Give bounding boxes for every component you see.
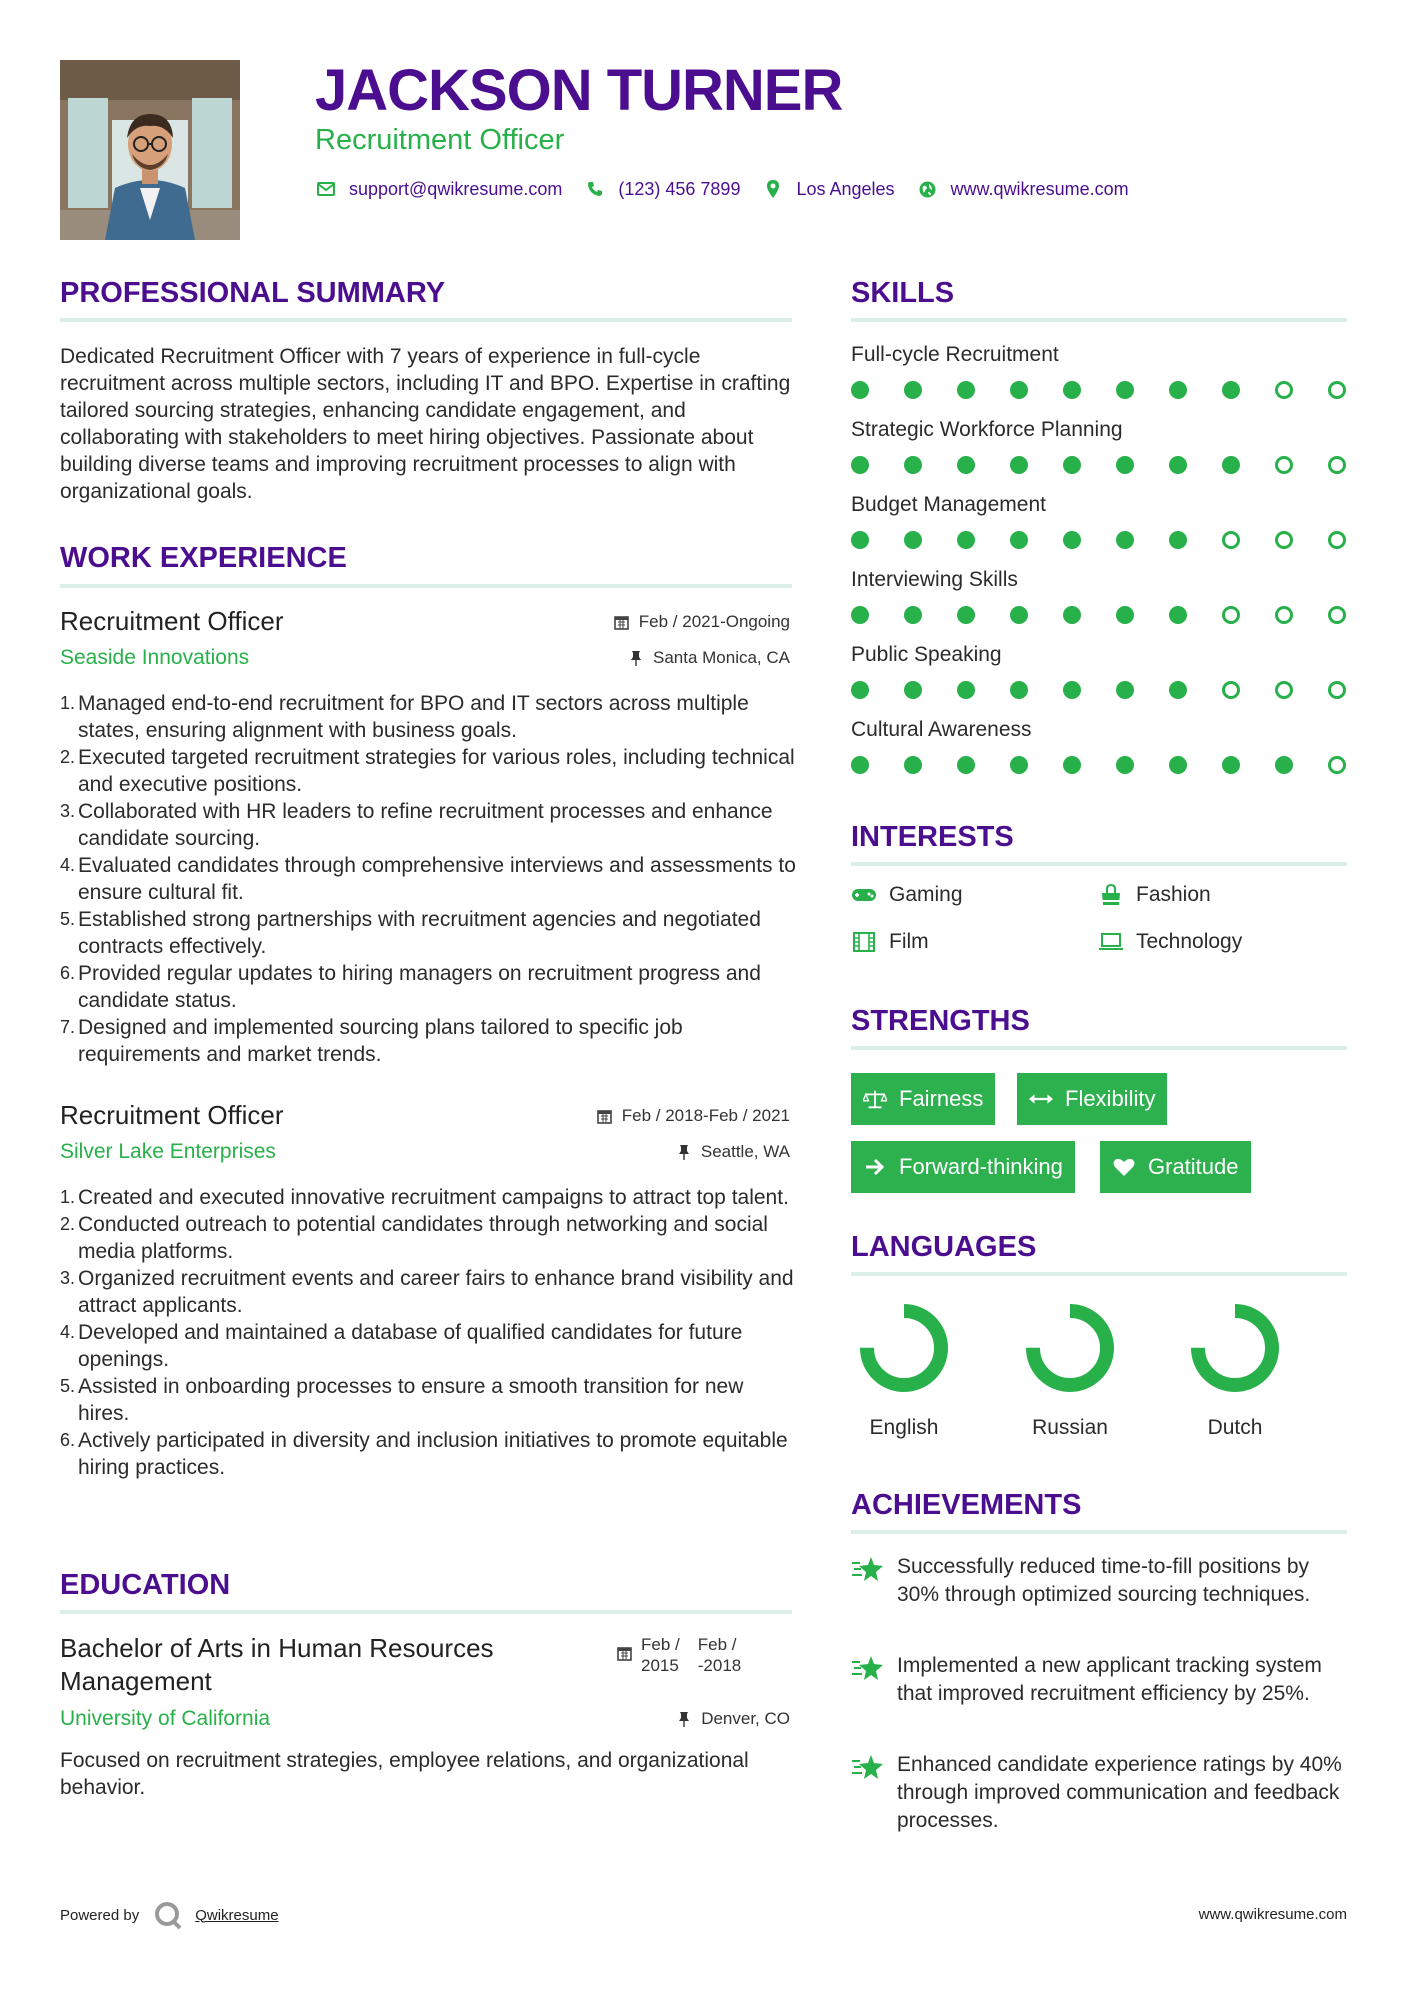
skill-dot-empty <box>1222 606 1240 624</box>
balance-scale-icon <box>863 1088 887 1110</box>
envelope-icon <box>315 178 337 200</box>
achievement-item <box>851 1652 1351 1708</box>
language-name: Russian <box>1032 1416 1108 1439</box>
skill-dot-filled <box>957 456 975 474</box>
powered-by-label: Powered by <box>60 1906 140 1924</box>
skill-dot-filled <box>1063 456 1081 474</box>
skill-dot-filled <box>851 381 869 399</box>
skill-dot-filled <box>851 456 869 474</box>
candidate-name: JACKSON TURNER <box>315 58 843 123</box>
film-icon <box>851 931 877 953</box>
skill-dot-filled <box>1169 681 1187 699</box>
job-entry-1 <box>60 606 790 676</box>
skill-dot-empty <box>1275 381 1293 399</box>
skill-rating <box>851 679 1345 701</box>
contact-website[interactable]: www.qwikresume.com <box>950 178 1129 199</box>
interest-item: Film <box>851 930 929 954</box>
education-divider <box>60 1610 792 1614</box>
list-item: 2. Executed targeted recruitment strategies for various roles, including technical and executive positions. <box>60 746 795 796</box>
strength-tag: Flexibility <box>1017 1073 1167 1125</box>
achievement-text: Enhanced candidate experience ratings by 40% through improved communication and feedback processes. <box>897 1753 1342 1832</box>
calendar-icon <box>596 1107 614 1125</box>
skill-dot-filled <box>1169 381 1187 399</box>
language-level-arc <box>1198 1311 1272 1385</box>
strength-tag: Fairness <box>851 1073 995 1125</box>
language-level-ring <box>1022 1300 1118 1396</box>
language-level-ring <box>1187 1300 1283 1396</box>
skill-dot-filled <box>1116 756 1134 774</box>
education-end-date: Feb / -2018 <box>697 1635 742 1675</box>
language-level-ring <box>856 1300 952 1396</box>
education-description: Focused on recruitment strategies, employee relations, and organizational behavior. <box>60 1749 749 1799</box>
experience-divider <box>60 584 792 588</box>
contact-email[interactable]: support@qwikresume.com <box>349 178 563 199</box>
gamepad-icon <box>851 884 877 906</box>
job-1-bullets <box>60 690 800 1068</box>
achievements-heading: ACHIEVEMENTS <box>851 1489 1082 1521</box>
skill-dot-filled <box>851 756 869 774</box>
skill-dot-filled <box>1116 681 1134 699</box>
calendar-icon <box>613 613 631 631</box>
skill-rating <box>851 379 1345 401</box>
job-company: Silver Lake Enterprises <box>60 1140 276 1163</box>
education-location: Denver, CO <box>675 1709 790 1729</box>
language-item <box>1015 1300 1125 1440</box>
pushpin-icon <box>627 649 645 667</box>
summary-divider <box>60 318 792 322</box>
languages-divider <box>851 1272 1347 1276</box>
language-item <box>1180 1300 1290 1440</box>
strengths-heading: STRENGTHS <box>851 1005 1030 1037</box>
summary-text: Dedicated Recruitment Officer with 7 years of experience in full-cycle recruitment across multiple sectors, including IT and BPO. Expertise in crafting tailored sourcing strategies, enhancing candidate engagement, and collaborating with stakeholders to meet hiring objectives. Passionate about building diverse teams and improving recruitment processes to align with organizational goals. <box>60 345 791 503</box>
list-item: 5. Established strong partnerships with recruitment agencies and negotiated contracts effectively. <box>60 908 761 958</box>
skill-dot-filled <box>957 756 975 774</box>
job-location-text: Santa Monica, CA <box>652 648 790 667</box>
skill-dot-filled <box>1222 381 1240 399</box>
skill-dot-filled <box>904 606 922 624</box>
skill-dot-filled <box>1010 456 1028 474</box>
footer-website[interactable]: www.qwikresume.com <box>1198 1906 1347 1923</box>
skill-dot-empty <box>1328 381 1346 399</box>
skill-dot-filled <box>904 381 922 399</box>
skill-dot-empty <box>1275 456 1293 474</box>
skill-dot-filled <box>957 606 975 624</box>
skill-dot-filled <box>1063 606 1081 624</box>
job-role: Recruitment Officer <box>60 606 284 636</box>
skill-rating <box>851 754 1345 776</box>
globe-icon <box>917 178 939 200</box>
skill-dot-filled <box>904 681 922 699</box>
skill-dot-filled <box>1010 681 1028 699</box>
language-level-arc <box>1033 1311 1107 1385</box>
skill-dot-filled <box>1275 756 1293 774</box>
interests-divider <box>851 862 1347 866</box>
skill-name: Cultural Awareness <box>851 718 1032 741</box>
skill-dot-filled <box>1010 531 1028 549</box>
skill-dot-filled <box>1116 456 1134 474</box>
job-location <box>675 1142 790 1162</box>
skill-dot-filled <box>1222 756 1240 774</box>
calendar-icon <box>615 1644 633 1662</box>
skill-rating <box>851 529 1345 551</box>
skill-dot-filled <box>1169 531 1187 549</box>
language-name: English <box>869 1416 939 1439</box>
skill-dot-filled <box>1063 531 1081 549</box>
language-name: Dutch <box>1207 1416 1263 1439</box>
job-company: Seaside Innovations <box>60 646 250 669</box>
skill-dot-filled <box>851 531 869 549</box>
qwikresume-logo-icon <box>153 1900 183 1930</box>
skill-dot-filled <box>1169 456 1187 474</box>
skill-dot-filled <box>1063 681 1081 699</box>
job-date-text: Feb / 2021-Ongoing <box>638 612 790 631</box>
skill-dot-empty <box>1328 456 1346 474</box>
skill-dot-filled <box>851 681 869 699</box>
education-start-date: Feb / 2015 <box>641 1635 680 1675</box>
strength-tag: Forward-thinking <box>851 1141 1075 1193</box>
skill-name: Public Speaking <box>851 643 1002 666</box>
footer-powered-by <box>60 1900 279 1930</box>
skill-dot-filled <box>1010 606 1028 624</box>
pushpin-icon <box>675 1710 693 1728</box>
list-item: 1. Created and executed innovative recruitment campaigns to attract top talent. <box>60 1186 789 1209</box>
contact-row <box>315 178 1151 200</box>
education-degree: Bachelor of Arts in Human Resources Management <box>60 1633 494 1696</box>
shopping-bag-icon <box>1098 884 1124 906</box>
skill-dot-filled <box>1169 756 1187 774</box>
interest-item: Fashion <box>1098 883 1211 907</box>
skill-dot-filled <box>957 681 975 699</box>
skill-dot-filled <box>904 756 922 774</box>
star-award-icon <box>851 1555 885 1585</box>
job-2-bullets <box>60 1184 800 1481</box>
skills-heading: SKILLS <box>851 277 955 309</box>
list-item: 2. Conducted outreach to potential candidates through networking and social media platforms. <box>60 1213 768 1263</box>
achievement-text: Successfully reduced time-to-fill positions by 30% through optimized sourcing techniques. <box>897 1555 1311 1606</box>
skill-dot-filled <box>957 381 975 399</box>
arrow-right-icon <box>863 1156 887 1178</box>
achievement-text: Implemented a new applicant tracking system that improved recruitment efficiency by 25%. <box>897 1654 1322 1705</box>
list-item: 4. Evaluated candidates through comprehensive interviews and assessments to ensure cultural fit. <box>60 854 796 904</box>
list-item: 5. Assisted in onboarding processes to ensure a smooth transition for new hires. <box>60 1375 744 1425</box>
skill-dot-empty <box>1275 681 1293 699</box>
skills-divider <box>851 318 1347 322</box>
summary-heading: PROFESSIONAL SUMMARY <box>60 277 446 309</box>
education-heading: EDUCATION <box>60 1569 231 1601</box>
laptop-icon <box>1098 931 1124 953</box>
strengths-divider <box>851 1046 1347 1050</box>
contact-location: Los Angeles <box>796 178 895 199</box>
job-date <box>613 612 790 632</box>
job-location <box>627 648 790 668</box>
skill-dot-filled <box>1063 756 1081 774</box>
skill-dot-filled <box>1116 606 1134 624</box>
interests-heading: INTERESTS <box>851 821 1014 853</box>
skill-dot-filled <box>904 456 922 474</box>
skill-dot-filled <box>1222 456 1240 474</box>
languages-heading: LANGUAGES <box>851 1231 1037 1263</box>
candidate-title: Recruitment Officer <box>315 124 565 156</box>
achievements-divider <box>851 1530 1347 1534</box>
skill-dot-filled <box>904 531 922 549</box>
language-item <box>849 1300 959 1440</box>
skill-name: Budget Management <box>851 493 1046 516</box>
skill-name: Interviewing Skills <box>851 568 1018 591</box>
interest-item: Gaming <box>851 883 963 907</box>
list-item: 6. Provided regular updates to hiring managers on recruitment progress and candidate status. <box>60 962 761 1012</box>
skill-dot-filled <box>957 531 975 549</box>
skill-name: Full-cycle Recruitment <box>851 343 1059 366</box>
skill-dot-empty <box>1328 756 1346 774</box>
job-role: Recruitment Officer <box>60 1100 284 1130</box>
skill-dot-empty <box>1275 606 1293 624</box>
pushpin-icon <box>675 1143 693 1161</box>
list-item: 6. Actively participated in diversity and inclusion initiatives to promote equitable hiring practices. <box>60 1429 788 1479</box>
skill-dot-filled <box>851 606 869 624</box>
map-marker-icon <box>762 178 784 200</box>
skill-dot-empty <box>1222 681 1240 699</box>
skill-name: Strategic Workforce Planning <box>851 418 1123 441</box>
education-date <box>615 1634 759 1676</box>
skill-dot-filled <box>1010 756 1028 774</box>
skill-dot-filled <box>1116 531 1134 549</box>
strength-tag: Gratitude <box>1100 1141 1251 1193</box>
list-item: 7. Designed and implemented sourcing plans tailored to specific job requirements and market trends. <box>60 1016 683 1066</box>
job-entry-2 <box>60 1100 790 1170</box>
list-item: 4. Developed and maintained a database of qualified candidates for future openings. <box>60 1321 743 1371</box>
experience-heading: WORK EXPERIENCE <box>60 542 347 574</box>
star-award-icon <box>851 1654 885 1684</box>
qwikresume-link[interactable]: Qwikresume <box>195 1906 279 1924</box>
skill-dot-empty <box>1328 606 1346 624</box>
achievement-item <box>851 1553 1351 1609</box>
heart-icon <box>1112 1156 1136 1178</box>
list-item: 3. Organized recruitment events and career fairs to enhance brand visibility and attract applicants. <box>60 1267 794 1317</box>
skill-dot-empty <box>1328 531 1346 549</box>
interest-item: Technology <box>1098 930 1242 954</box>
job-date-text: Feb / 2018-Feb / 2021 <box>621 1106 790 1125</box>
list-item: 3. Collaborated with HR leaders to refine recruitment processes and enhance candidate sourcing. <box>60 800 773 850</box>
job-date <box>596 1106 790 1126</box>
arrows-horizontal-icon <box>1029 1088 1053 1110</box>
skill-dot-filled <box>1063 381 1081 399</box>
skill-dot-empty <box>1275 531 1293 549</box>
job-location-text: Seattle, WA <box>700 1142 790 1161</box>
star-award-icon <box>851 1753 885 1783</box>
skill-dot-filled <box>1010 381 1028 399</box>
education-school: University of California <box>60 1707 271 1730</box>
list-item: 1. Managed end-to-end recruitment for BPO and IT sectors across multiple states, ensuring alignment with business goals. <box>60 692 749 742</box>
profile-photo <box>60 60 240 240</box>
skill-dot-filled <box>1116 381 1134 399</box>
skill-dot-filled <box>1169 606 1187 624</box>
skill-rating <box>851 454 1345 476</box>
contact-phone[interactable]: (123) 456 7899 <box>618 178 741 199</box>
achievement-item <box>851 1751 1351 1835</box>
language-level-arc <box>867 1311 941 1385</box>
skill-dot-empty <box>1222 531 1240 549</box>
skill-rating <box>851 604 1345 626</box>
phone-icon <box>584 178 606 200</box>
skill-dot-empty <box>1328 681 1346 699</box>
